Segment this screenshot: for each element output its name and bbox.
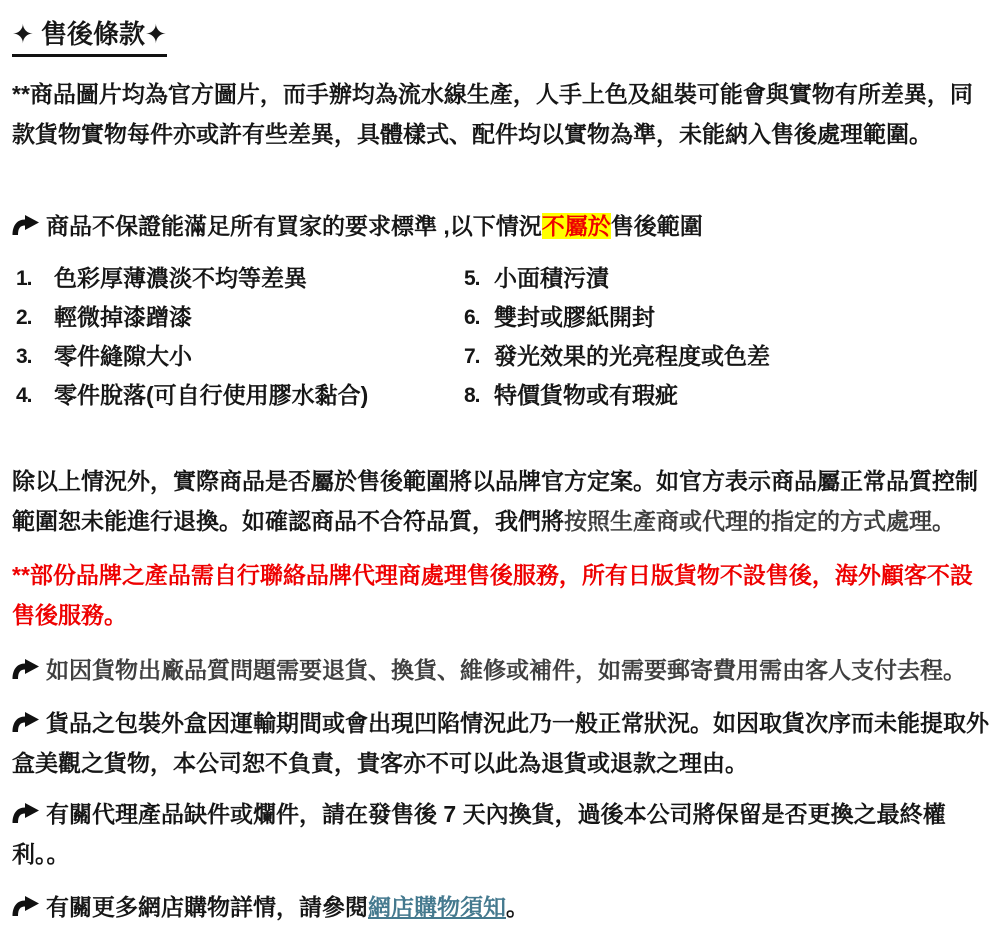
list-item	[464, 376, 992, 415]
list-item-number: 5.	[464, 267, 480, 290]
intro-paragraph: **商品圖片均為官方圖片，而手辦均為流水線生產，人手上色及組裝可能會與實物有所差異，同款貨物實物每件亦或許有些差異，具體樣式、配件均以實物為準，未能納入售後處理範圍。	[12, 81, 973, 147]
curved-arrow-icon	[12, 703, 46, 743]
list-item-number: 2.	[16, 306, 32, 329]
not-covered-line	[12, 206, 992, 246]
store-guide-link[interactable]: 網店購物須知	[368, 894, 506, 920]
exchange-text: 有關代理產品缺件或爛件，請在發售後 7 天內換貨，過後本公司將保留是否更換之最終權利。。	[12, 801, 946, 867]
page-title-text: ✦ 售後條款✦	[12, 14, 167, 57]
shipping-paragraph	[12, 650, 992, 690]
list-item-text: 特價貨物或有瑕疵	[494, 382, 678, 408]
curved-arrow-icon	[12, 206, 46, 246]
packaging-paragraph	[12, 703, 992, 783]
list-item	[12, 337, 464, 376]
policy-gray-text: 按照生產商或代理的指定的方式處理。	[564, 508, 955, 534]
red-notice-paragraph: **部份品牌之產品需自行聯絡品牌代理商處理售後服務，所有日版貨物不設售後，海外顧客不設售後服務。	[12, 562, 973, 628]
not-covered-prefix: 商品不保證能滿足所有買家的要求標準 ,以下情況	[46, 213, 542, 239]
curved-arrow-icon	[12, 650, 46, 690]
list-item-text: 色彩厚薄濃淡不均等差異	[54, 265, 307, 291]
list-item-number: 1.	[16, 267, 32, 290]
exchange-paragraph	[12, 794, 992, 874]
not-covered-highlight: 不屬於	[541, 213, 611, 239]
list-item-number: 3.	[16, 345, 32, 368]
list-item	[12, 376, 464, 415]
shipping-text: 如因貨物出廠品質問題需要退貨、換貨、維修或補件，如需要郵寄費用需由客人支付去程。	[46, 657, 966, 683]
list-item-text: 零件縫隙大小	[54, 343, 192, 369]
page-title	[12, 14, 992, 57]
curved-arrow-icon	[12, 794, 46, 834]
more-info-prefix: 有關更多網店購物詳情，請參閱	[46, 894, 368, 920]
policy-black-text: 除以上情況外，實際商品是否屬於售後範圍將以品牌官方定案。如官方表示商品屬正常品質控制範圍恕未能進行退換。如確認商品不合符品質，我們將	[12, 468, 978, 534]
list-item	[12, 298, 464, 337]
policy-paragraph	[12, 461, 992, 541]
packaging-text: 貨品之包裝外盒因運輸期間或會出現凹陷情況此乃一般正常狀況。如因取貨次序而未能提取外盒美觀之貨物，本公司恕不負責，貴客亦不可以此為退貨或退款之理由。	[12, 710, 989, 776]
list-item	[464, 298, 992, 337]
list-item-text: 雙封或膠紙開封	[494, 304, 655, 330]
list-item-number: 7.	[464, 345, 480, 368]
list-item-number: 4.	[16, 384, 32, 407]
list-item-text: 輕微掉漆蹭漆	[54, 304, 192, 330]
list-item-number: 6.	[464, 306, 480, 329]
list-item	[464, 259, 992, 298]
exclusion-list-left-column	[12, 259, 464, 415]
list-item	[12, 259, 464, 298]
exclusion-list-right-column	[464, 259, 992, 415]
list-item-text: 零件脫落(可自行使用膠水黏合)	[54, 382, 369, 408]
not-covered-suffix: 售後範圍	[610, 213, 703, 239]
exclusion-list	[12, 259, 992, 415]
curved-arrow-icon	[12, 887, 46, 927]
list-item-text: 發光效果的光亮程度或色差	[494, 343, 770, 369]
list-item-text: 小面積污漬	[494, 265, 609, 291]
list-item	[464, 337, 992, 376]
list-item-number: 8.	[464, 384, 480, 407]
more-info-suffix: 。	[506, 894, 529, 920]
more-info-paragraph	[12, 887, 992, 927]
